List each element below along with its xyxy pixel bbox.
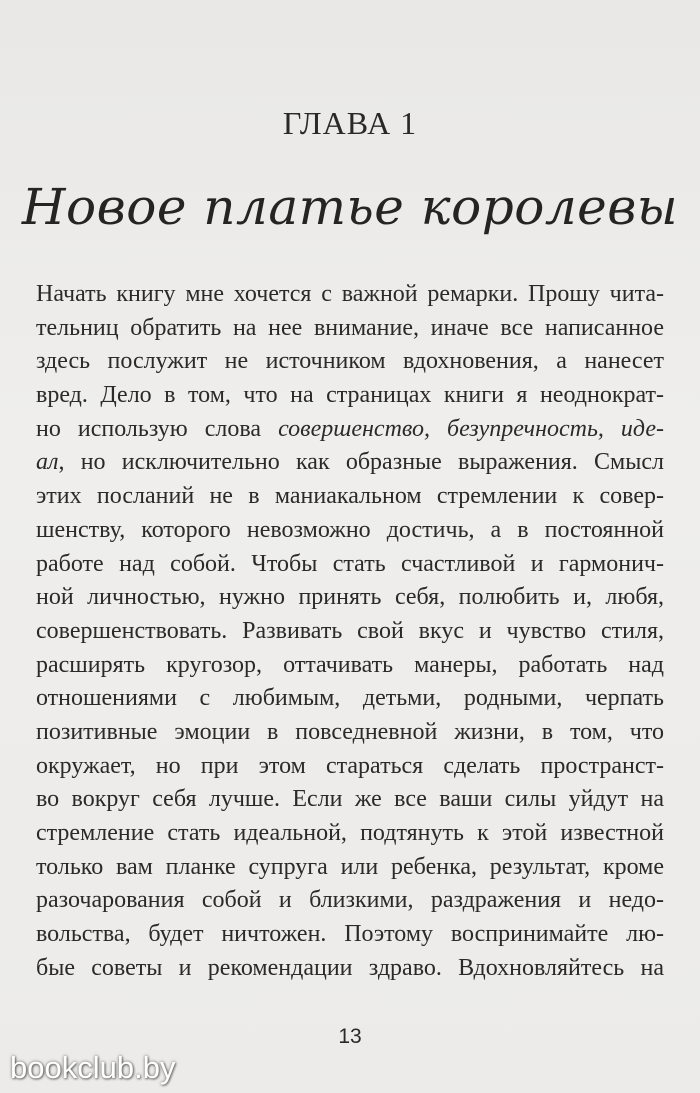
watermark-text: bookclub.by [10, 1050, 176, 1085]
text-segment: совершенствовать. Развивать свой вкус и чувство стиля, [36, 617, 664, 644]
text-line [36, 480, 664, 514]
body-text [36, 278, 664, 985]
text-segment: расширять кругозор, оттачивать манеры, работать над [36, 651, 664, 678]
text-line [36, 783, 664, 817]
italic-text: совершенство, безупречность, иде- [278, 415, 664, 442]
text-line [36, 548, 664, 582]
text-line [36, 682, 664, 716]
text-line [36, 345, 664, 379]
text-segment: но использую слова [36, 415, 279, 442]
text-line [36, 312, 664, 346]
italic-text: ал [36, 449, 59, 476]
text-segment: только вам планке супруга или ребенка, результат, кроме [36, 853, 664, 880]
text-segment: вольства, будет ничтожен. Поэтому воспринимайте лю- [36, 921, 664, 948]
text-line [36, 750, 664, 784]
text-segment: здесь послужит не источником вдохновения, а нанесет [36, 348, 664, 375]
text-segment: ной личностью, нужно принять себя, полюбить и, любя, [36, 584, 664, 611]
text-line [36, 918, 664, 952]
text-segment: работе над собой. Чтобы стать счастливой и гармонич- [36, 550, 664, 577]
text-segment: стремление стать идеальной, подтянуть к этой известной [36, 820, 664, 846]
text-line [36, 817, 664, 851]
text-segment: шенству, которого невозможно достичь, а в постоянной [36, 516, 664, 543]
text-segment: разочарования собой и близкими, раздражения и недо- [36, 887, 664, 914]
text-segment: , но исключительно как образные выражения. Смысл [58, 449, 664, 476]
text-line [36, 379, 664, 413]
text-line [36, 884, 664, 918]
text-segment: тельниц обратить на нее внимание, иначе все написанное [36, 314, 664, 341]
bleed-through-text [0, 0, 700, 40]
text-line [36, 514, 664, 548]
text-segment: этих посланий не в маниакальном стремлении к совер- [36, 483, 664, 510]
text-line [36, 581, 664, 615]
text-line [36, 851, 664, 885]
text-line [36, 952, 664, 986]
text-line [36, 446, 664, 480]
text-segment: бые советы и рекомендации здраво. Вдохновляйтесь на [36, 954, 664, 981]
text-line [36, 649, 664, 683]
text-line [36, 615, 664, 649]
chapter-title: Новое платье королевы [21, 178, 679, 236]
page-number: 13 [338, 1025, 362, 1048]
text-line [36, 716, 664, 750]
text-segment: позитивные эмоции в повседневной жизни, в том, что [36, 718, 664, 745]
text-segment: отношениями с любимым, детьми, родными, черпать [36, 685, 664, 712]
text-segment: вред. Дело в том, что на страницах книги я неоднократ- [36, 382, 664, 409]
text-line [36, 413, 664, 447]
text-segment: окружает, но при этом стараться сделать пространст- [36, 752, 664, 779]
text-segment: Начать книгу мне хочется с важной ремарки. Прошу чита- [36, 281, 664, 307]
chapter-label: ГЛАВА 1 [282, 105, 418, 141]
text-line [36, 278, 664, 312]
text-segment: во вокруг себя лучше. Если же все ваши силы уйдут на [36, 786, 664, 813]
